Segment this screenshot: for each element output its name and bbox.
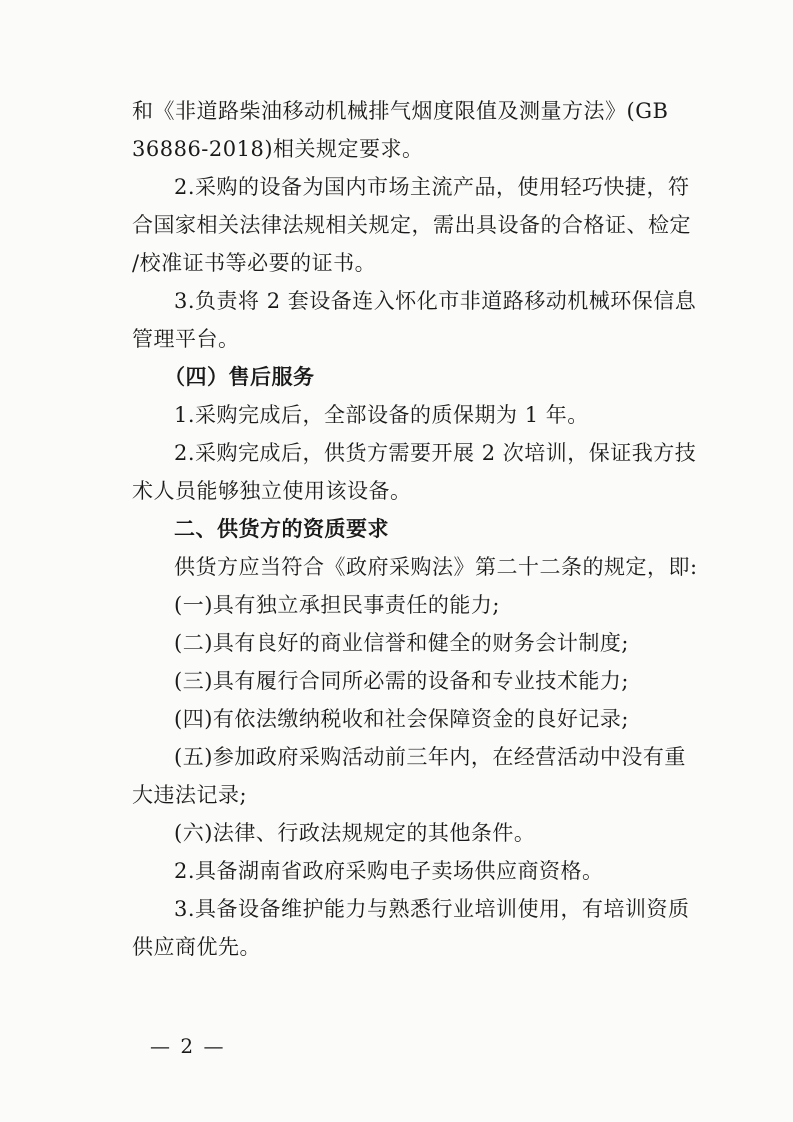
body-line: 大违法记录; [132,783,248,807]
list-item: 1.采购完成后，全部设备的质保期为 1 年。 [174,403,589,427]
list-item: 3.具备设备维护能力与熟悉行业培训使用，有培训资质 [174,897,690,921]
list-item: (四)有依法缴纳税收和社会保障资金的良好记录; [174,707,629,731]
body-line: 供货方应当符合《政府采购法》第二十二条的规定，即: [174,555,698,579]
list-item: (五)参加政府采购活动前三年内，在经营活动中没有重 [174,745,686,769]
list-item: 2.具备湖南省政府采购电子卖场供应商资格。 [174,859,604,883]
list-item: (六)法律、行政法规规定的其他条件。 [174,821,536,845]
list-item: 2.采购完成后，供货方需要开展 2 次培训，保证我方技 [174,441,697,465]
body-line: 术人员能够独立使用该设备。 [132,479,412,503]
page-number: — 2 — [150,1034,226,1058]
list-item: 3.负责将 2 套设备连入怀化市非道路移动机械环保信息 [174,289,697,313]
list-item: (二)具有良好的商业信誉和健全的财务会计制度; [174,631,629,655]
body-line: 36886-2018)相关规定要求。 [132,137,424,161]
body-line: 和《非道路柴油移动机械排气烟度限值及测量方法》(GB [132,99,669,123]
list-item: 2.采购的设备为国内市场主流产品，使用轻巧快捷，符 [174,175,690,199]
section-heading: 二、供货方的资质要求 [174,517,389,541]
body-line: 管理平台。 [132,327,240,351]
body-line: 供应商优先。 [132,935,261,959]
list-item: (三)具有履行合同所必需的设备和专业技术能力; [174,669,629,693]
section-heading: （四）售后服务 [164,365,315,389]
list-item: (一)具有独立承担民事责任的能力; [174,593,500,617]
body-line: 合国家相关法律法规相关规定，需出具设备的合格证、检定 [132,213,691,237]
body-line: /校准证书等必要的证书。 [132,251,377,275]
